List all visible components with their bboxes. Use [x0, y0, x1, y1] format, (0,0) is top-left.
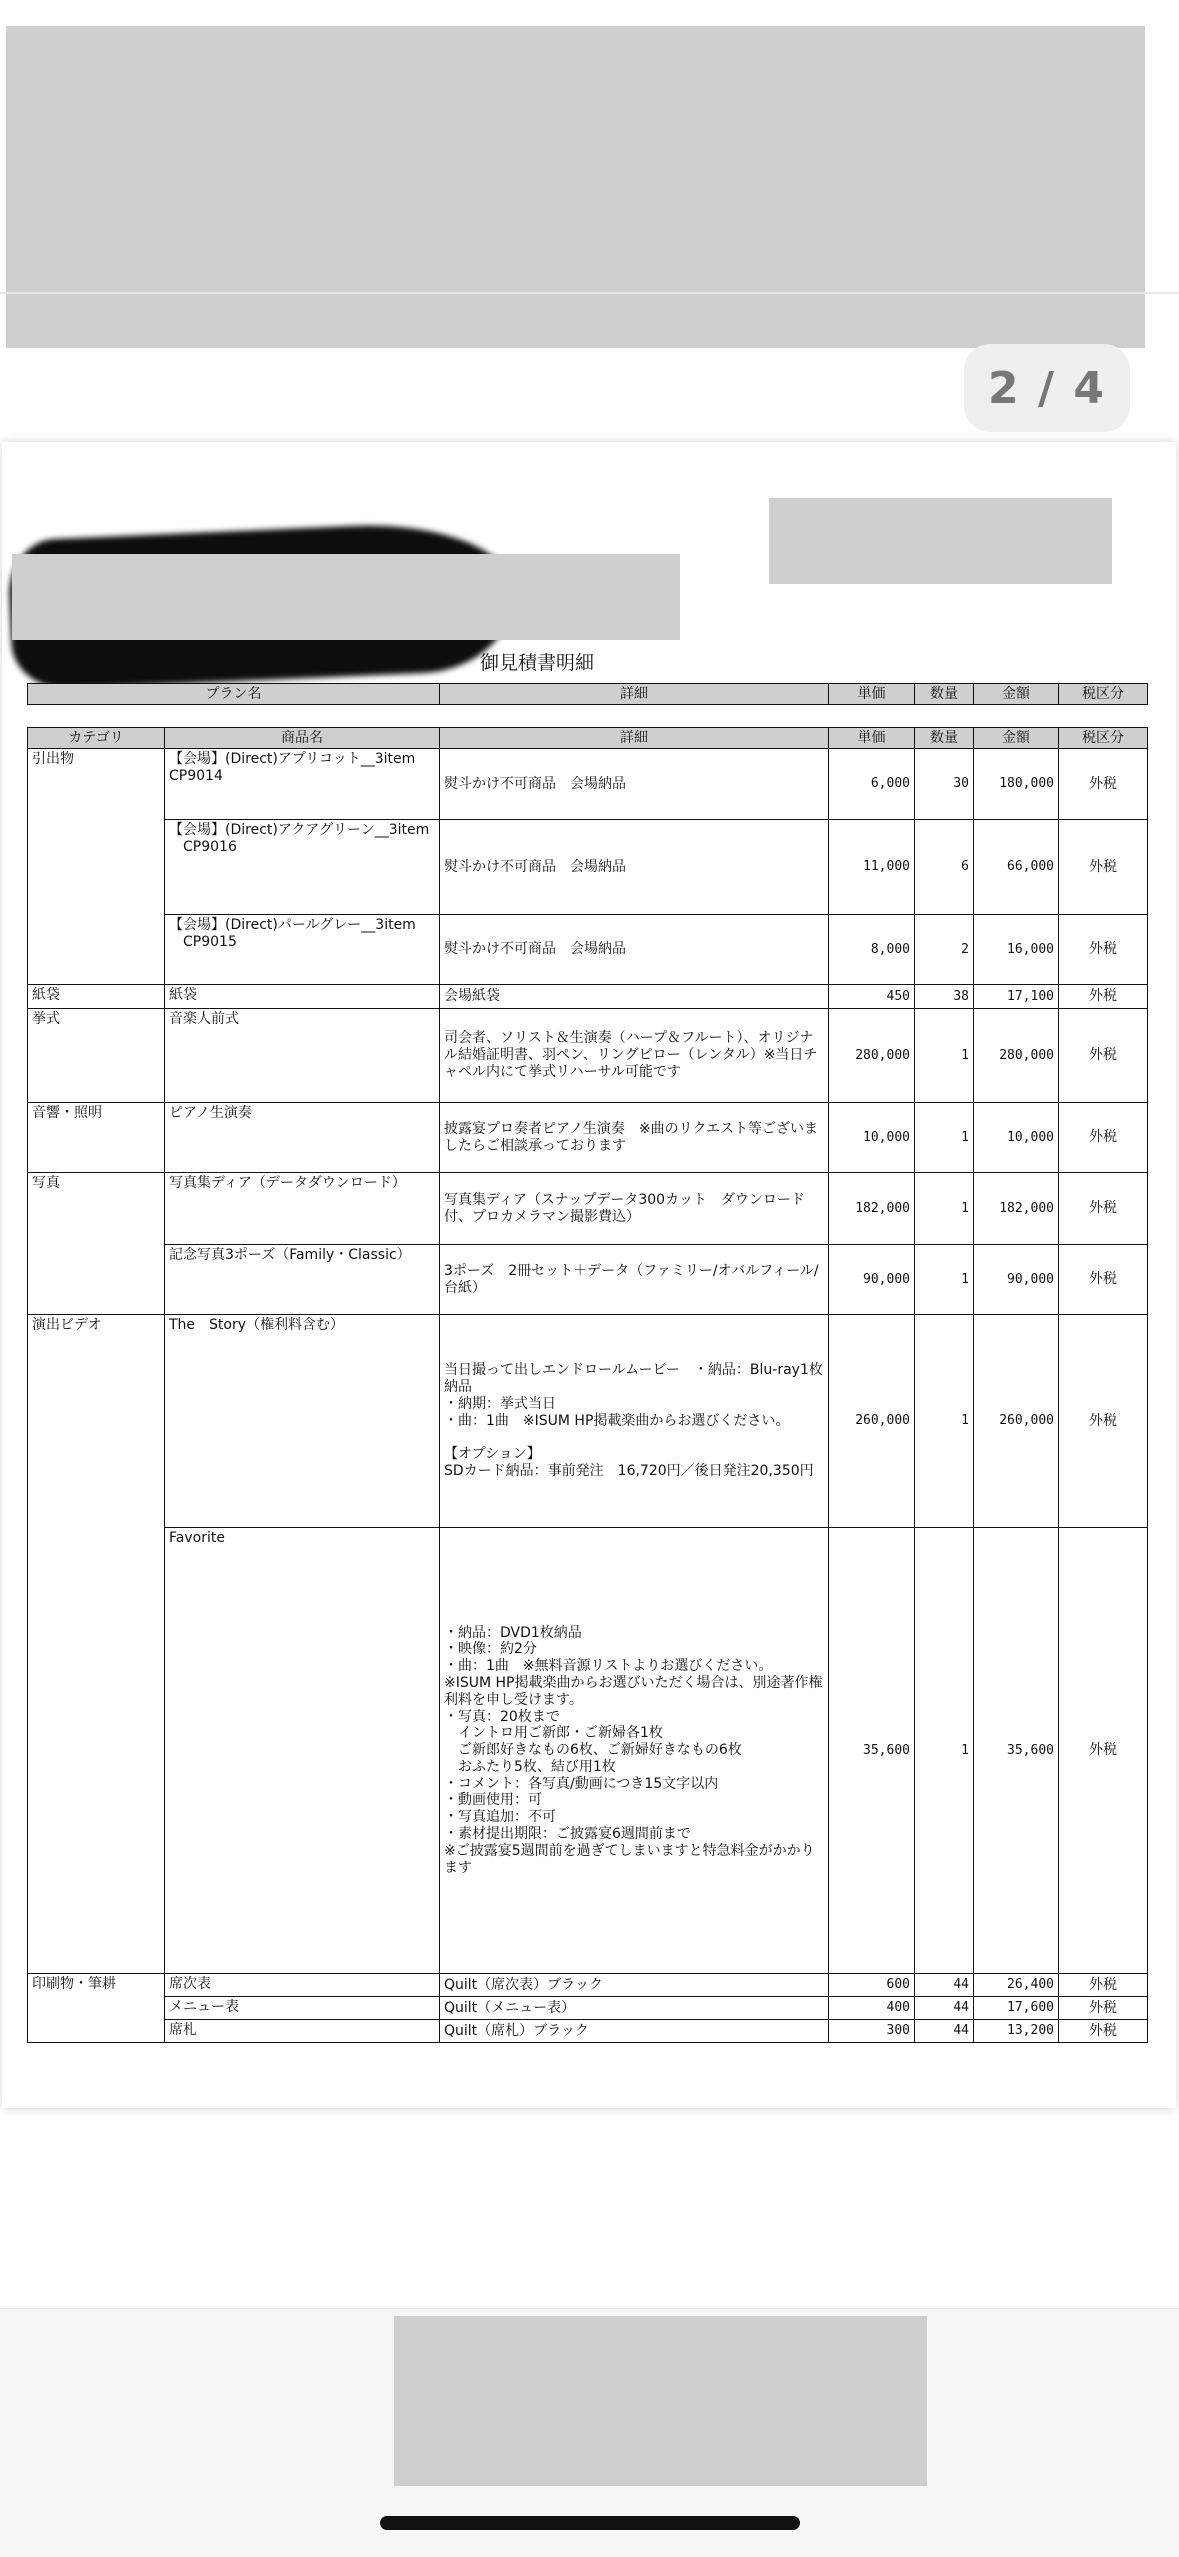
quantity: 44 [915, 1997, 974, 2020]
document-title: 御見積書明細 [480, 652, 595, 674]
detail-cell: Quilt（席札）ブラック [440, 2020, 829, 2043]
tax-type: 外税 [1059, 749, 1148, 820]
product-name: 【会場】(Direct)パールグレー__3item CP9015 [165, 915, 440, 985]
quantity: 1 [915, 1009, 974, 1103]
quantity: 30 [915, 749, 974, 820]
product-name: 【会場】(Direct)アクアグリーン__3item CP9016 [165, 820, 440, 915]
tax-type: 外税 [1059, 1974, 1148, 1997]
detail-cell: 披露宴プロ奏者ピアノ生演奏 ※曲のリクエスト等ございましたらご相談承っております [440, 1103, 829, 1173]
category-cell: 演出ビデオ [28, 1315, 165, 1528]
amount: 17,600 [974, 1997, 1059, 2020]
category-cell: 写真 [28, 1173, 165, 1245]
tax-type: 外税 [1059, 1173, 1148, 1245]
unit-price: 450 [829, 985, 915, 1009]
amount: 10,000 [974, 1103, 1059, 1173]
product-name: 音楽人前式 [165, 1009, 440, 1103]
col-quantity: 数量 [915, 728, 974, 749]
col-category: カテゴリ [28, 728, 165, 749]
table-row [28, 915, 1148, 985]
unit-price: 300 [829, 2020, 915, 2043]
amount: 90,000 [974, 1245, 1059, 1315]
product-name: 席次表 [165, 1974, 440, 1997]
amount: 35,600 [974, 1528, 1059, 1974]
product-name: 【会場】(Direct)アプリコット__3item CP9014 [165, 749, 440, 820]
amount: 180,000 [974, 749, 1059, 820]
col-detail: 詳細 [440, 728, 829, 749]
product-name: 席札 [165, 2020, 440, 2043]
category-cell: 印刷物・筆耕 [28, 1974, 165, 1997]
page-indicator: 2 / 4 [964, 344, 1130, 432]
redacted-recipient [12, 554, 680, 640]
category-cell: 紙袋 [28, 985, 165, 1009]
detail-cell: Quilt（メニュー表） [440, 1997, 829, 2020]
product-name: ピアノ生演奏 [165, 1103, 440, 1173]
amount: 26,400 [974, 1974, 1059, 1997]
col-unit-price: 単価 [829, 684, 915, 705]
table-row [28, 1173, 1148, 1245]
category-cell [28, 820, 165, 915]
detail-cell: ・納品：DVD1枚納品 ・映像：約2分 ・曲：1曲 ※無料音源リストよりお選びください。 ※ISUM HP掲載楽曲からお選びいただく場合は、別途著作権利料を申し受けます。 ・写真：20枚まで イントロ用ご新郎・ご新婦各1枚 ご新郎好きなもの6枚、ご新婦好きなもの6枚 おふたり5枚、結び用1枚 ・コメント：各写真/動画につき15文字以内 ・動画使用：可 ・写真追加：不可 ・素材提出期限：ご披露宴6週間前まで ※ご披露宴5週間前を過ぎてしまいますと特急料金がかかります [440, 1528, 829, 1974]
detail-cell: 熨斗かけ不可商品 会場納品 [440, 749, 829, 820]
unit-price: 400 [829, 1997, 915, 2020]
tax-type: 外税 [1059, 820, 1148, 915]
divider [0, 292, 1179, 294]
tax-type: 外税 [1059, 2020, 1148, 2043]
quantity: 6 [915, 820, 974, 915]
table-row [28, 985, 1148, 1009]
col-product: 商品名 [165, 728, 440, 749]
col-plan-name: プラン名 [28, 684, 440, 705]
col-unit-price: 単価 [829, 728, 915, 749]
category-cell [28, 1245, 165, 1315]
amount: 182,000 [974, 1173, 1059, 1245]
quantity: 1 [915, 1528, 974, 1974]
product-name: 記念写真3ポーズ（Family・Classic） [165, 1245, 440, 1315]
category-cell [28, 1528, 165, 1974]
col-tax: 税区分 [1059, 684, 1148, 705]
redacted-header-block [6, 26, 1145, 348]
tax-type: 外税 [1059, 1528, 1148, 1974]
tax-type: 外税 [1059, 1315, 1148, 1528]
detail-cell: 熨斗かけ不可商品 会場納品 [440, 915, 829, 985]
table-row [28, 2020, 1148, 2043]
category-cell: 音響・照明 [28, 1103, 165, 1173]
amount: 280,000 [974, 1009, 1059, 1103]
detail-cell: 会場紙袋 [440, 985, 829, 1009]
quantity: 1 [915, 1173, 974, 1245]
quantity: 44 [915, 2020, 974, 2043]
category-cell [28, 1997, 165, 2020]
table-row [28, 1974, 1148, 1997]
category-cell [28, 2020, 165, 2043]
quantity: 2 [915, 915, 974, 985]
quantity: 1 [915, 1315, 974, 1528]
category-cell: 引出物 [28, 749, 165, 820]
col-amount: 金額 [974, 728, 1059, 749]
table-row [28, 1245, 1148, 1315]
detail-cell: 写真集ディア（スナップデータ300カット ダウンロード付、プロカメラマン撮影費込） [440, 1173, 829, 1245]
unit-price: 10,000 [829, 1103, 915, 1173]
unit-price: 35,600 [829, 1528, 915, 1974]
detail-cell: 司会者、ソリスト＆生演奏（ハープ＆フルート）、オリジナル結婚証明書、羽ペン、リングピロー（レンタル）※当日チャペル内にて挙式リハーサル可能です [440, 1009, 829, 1103]
col-tax: 税区分 [1059, 728, 1148, 749]
unit-price: 600 [829, 1974, 915, 1997]
product-name: 紙袋 [165, 985, 440, 1009]
amount: 13,200 [974, 2020, 1059, 2043]
unit-price: 280,000 [829, 1009, 915, 1103]
table-row [28, 1009, 1148, 1103]
redacted-bottom-block [394, 2316, 927, 2486]
table-row [28, 1997, 1148, 2020]
amount: 16,000 [974, 915, 1059, 985]
tax-type: 外税 [1059, 915, 1148, 985]
table-header-row [28, 728, 1148, 749]
tax-type: 外税 [1059, 985, 1148, 1009]
table-row [28, 749, 1148, 820]
col-amount: 金額 [974, 684, 1059, 705]
tax-type: 外税 [1059, 1245, 1148, 1315]
estimate-detail-table [27, 727, 1148, 2043]
redacted-issuer [769, 498, 1112, 584]
unit-price: 260,000 [829, 1315, 915, 1528]
quantity: 1 [915, 1103, 974, 1173]
detail-cell: 熨斗かけ不可商品 会場納品 [440, 820, 829, 915]
tax-type: 外税 [1059, 1103, 1148, 1173]
amount: 66,000 [974, 820, 1059, 915]
table-row [28, 1103, 1148, 1173]
product-name: メニュー表 [165, 1997, 440, 2020]
detail-cell: Quilt（席次表）ブラック [440, 1974, 829, 1997]
col-detail: 詳細 [440, 684, 829, 705]
table-row [28, 1528, 1148, 1974]
detail-cell: 当日撮って出しエンドロールムービー ・納品：Blu-ray1枚納品 ・納期：挙式当日 ・曲：1曲 ※ISUM HP掲載楽曲からお選びください。 【オプション】 SDカード納品：事前発注 16,720円／後日発注20,350円 [440, 1315, 829, 1528]
product-name: The Story（権利料含む） [165, 1315, 440, 1528]
amount: 17,100 [974, 985, 1059, 1009]
quantity: 1 [915, 1245, 974, 1315]
unit-price: 8,000 [829, 915, 915, 985]
amount: 260,000 [974, 1315, 1059, 1528]
quantity: 44 [915, 1974, 974, 1997]
home-indicator[interactable] [380, 2516, 800, 2530]
unit-price: 182,000 [829, 1173, 915, 1245]
tax-type: 外税 [1059, 1009, 1148, 1103]
unit-price: 6,000 [829, 749, 915, 820]
tax-type: 外税 [1059, 1997, 1148, 2020]
summary-header-table [27, 683, 1148, 705]
detail-cell: 3ポーズ 2冊セット＋データ（ファミリー/オバルフィール/台紙） [440, 1245, 829, 1315]
quantity: 38 [915, 985, 974, 1009]
table-row [28, 1315, 1148, 1528]
unit-price: 90,000 [829, 1245, 915, 1315]
product-name: Favorite [165, 1528, 440, 1974]
category-cell: 挙式 [28, 1009, 165, 1103]
table-row [28, 820, 1148, 915]
unit-price: 11,000 [829, 820, 915, 915]
col-quantity: 数量 [915, 684, 974, 705]
category-cell [28, 915, 165, 985]
product-name: 写真集ディア（データダウンロード） [165, 1173, 440, 1245]
